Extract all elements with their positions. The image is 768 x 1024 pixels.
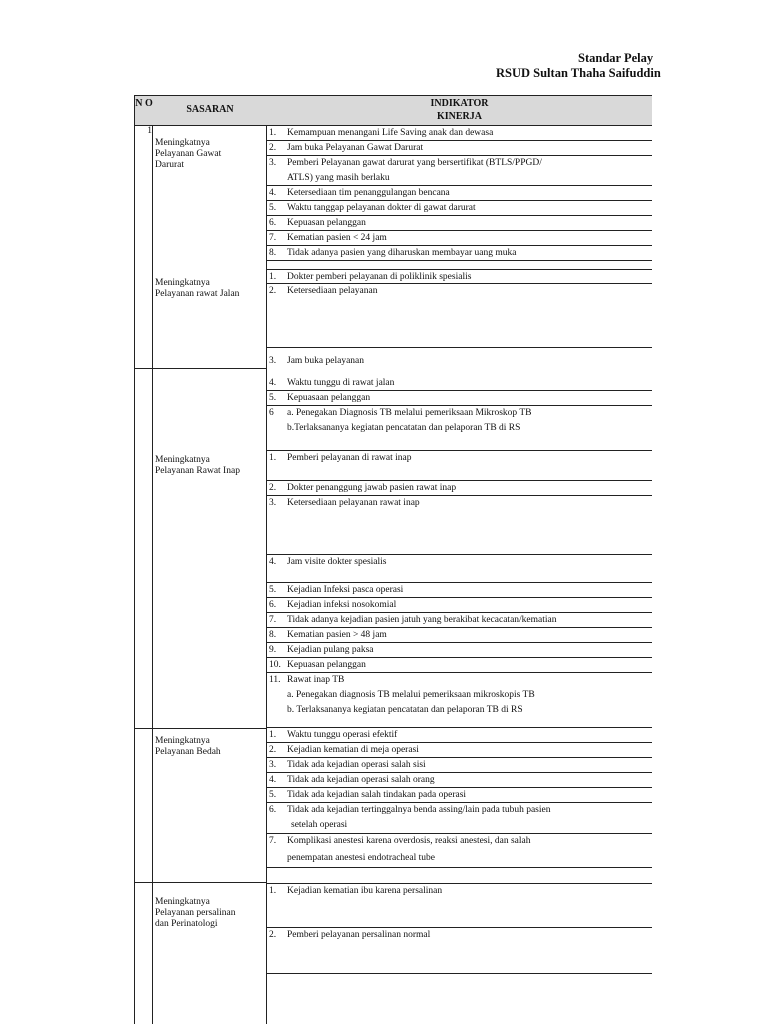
indicator-row — [267, 216, 652, 231]
header-indikator-line1: INDIKATOR — [430, 98, 489, 109]
row-index: 6. — [269, 218, 277, 228]
sasaran-label — [155, 736, 221, 758]
row-index: 2. — [269, 143, 277, 153]
row-text: Jam buka pelayanan — [287, 356, 365, 366]
row-index: 6. — [269, 600, 277, 610]
row-text: Ketersediaan tim penanggulangan bencana — [287, 188, 450, 198]
row-index: 1. — [269, 730, 277, 740]
row-index: 7. — [269, 233, 277, 243]
row-index: 4. — [269, 378, 277, 388]
indicator-row — [267, 156, 652, 186]
row-index: 3. — [269, 760, 277, 770]
row-index: 4. — [269, 775, 277, 785]
sasaran-line: Meningkatnya — [155, 278, 210, 288]
column-no — [135, 96, 153, 1024]
indicator-row — [267, 673, 652, 728]
sasaran-line: Meningkatnya — [155, 897, 210, 907]
row-index: 7. — [269, 615, 277, 625]
row-text: Kematian pasien < 24 jam — [287, 233, 387, 243]
indicator-row — [267, 348, 652, 391]
indicator-rows — [267, 126, 652, 1024]
row-text: Pemberi pelayanan persalinan normal — [287, 930, 431, 940]
indicator-row — [267, 201, 652, 216]
row-index: 2. — [269, 483, 277, 493]
row-index: 9. — [269, 645, 277, 655]
indicator-row — [267, 391, 652, 406]
row-text: Dokter pemberi pelayanan di poliklinik spesialis — [287, 272, 472, 282]
row-text: Tidak ada kejadian salah tindakan pada operasi — [287, 790, 467, 800]
row-text: Tidak ada kejadian operasi salah orang — [287, 775, 435, 785]
sasaran-line: Darurat — [155, 160, 185, 170]
row-text: Waktu tanggap pelayanan dokter di gawat darurat — [287, 203, 476, 213]
row-text: Rawat inap TB — [287, 675, 345, 685]
sasaran-line: dan Perinatologi — [155, 919, 218, 929]
sasaran-label — [155, 897, 235, 930]
row-text: Kemampuan menangani Life Saving anak dan dewasa — [287, 128, 494, 138]
indicator-row — [267, 803, 652, 834]
row-index: 2. — [269, 930, 277, 940]
header-no: N O — [135, 98, 153, 109]
row-index: 3. — [269, 356, 277, 366]
group-number: 1 — [147, 126, 152, 136]
row-text: Ketersediaan pelayanan rawat inap — [287, 498, 420, 508]
sasaran-line: Meningkatnya — [155, 138, 210, 148]
indicator-row — [267, 758, 652, 773]
indicator-row — [267, 481, 652, 496]
row-text: Jam visite dokter spesialis — [287, 557, 387, 567]
row-text: Tidak ada kejadian tertinggalnya benda assing/lain pada tubuh pasien — [287, 805, 551, 815]
row-text: a. Penegakan Diagnosis TB melalui pemeriksaan Mikroskop TB — [287, 408, 532, 418]
row-text: Kejadian Infeksi pasca operasi — [287, 585, 404, 595]
row-index: 3. — [269, 158, 277, 168]
indicator-row — [267, 496, 652, 555]
row-text: Kejadian kematian di meja operasi — [287, 745, 419, 755]
row-text-2: b.Terlaksananya kegiatan pencatatan dan pelaporan TB di RS — [287, 423, 521, 433]
row-text: Tidak adanya pasien yang diharuskan membayar uang muka — [287, 248, 517, 258]
row-index: 6. — [269, 805, 277, 815]
row-text: Waktu tunggu di rawat jalan — [287, 378, 395, 388]
row-spacer — [267, 868, 652, 883]
sasaran-line: Meningkatnya — [155, 736, 210, 746]
group-divider — [135, 882, 267, 883]
row-text: Kepuasan pelanggan — [287, 218, 366, 228]
row-text-2: setelah operasi — [291, 820, 348, 830]
sasaran-line: Pelayanan Bedah — [155, 747, 221, 757]
row-index: 7. — [269, 836, 277, 846]
indicator-row — [267, 728, 652, 743]
sasaran-label — [155, 278, 239, 300]
row-text: Ketersediaan pelayanan — [287, 286, 378, 296]
sasaran-line: Pelayanan persalinan — [155, 908, 236, 918]
indicator-row — [267, 773, 652, 788]
row-text: Waktu tunggu operasi efektif — [287, 730, 398, 740]
row-index: 11. — [269, 675, 281, 685]
row-index: 2. — [269, 745, 277, 755]
row-text: Pemberi pelayanan di rawat inap — [287, 453, 412, 463]
indicator-row — [267, 583, 652, 598]
indicator-row — [267, 628, 652, 643]
row-text: Kepuasan pelanggan — [287, 660, 366, 670]
sasaran-line: Meningkatnya — [155, 455, 210, 465]
table-header — [135, 96, 652, 126]
indicator-row — [267, 658, 652, 673]
indicator-row — [267, 186, 652, 201]
indicator-row — [267, 284, 652, 348]
indicator-row — [267, 743, 652, 758]
indicator-row — [267, 231, 652, 246]
indicator-row — [267, 613, 652, 628]
indicator-row — [267, 269, 652, 284]
indicator-table — [134, 95, 652, 1024]
row-text-2: ATLS) yang masih berlaku — [287, 173, 390, 183]
row-index: 5. — [269, 790, 277, 800]
sasaran-label — [155, 138, 221, 171]
row-text: Jam buka Pelayanan Gawat Darurat — [287, 143, 424, 153]
row-index: 1. — [269, 453, 277, 463]
sasaran-line: Pelayanan rawat Jalan — [155, 289, 240, 299]
row-text: Pemberi Pelayanan gawat darurat yang bersertifikat (BTLS/PPGD/ — [287, 158, 542, 168]
row-spacer — [267, 261, 652, 269]
row-text: Kejadian kematian ibu karena persalinan — [287, 886, 443, 896]
sasaran-line: Pelayanan Gawat — [155, 149, 222, 159]
row-text: Komplikasi anestesi karena overdosis, reaksi anestesi, dan salah — [287, 836, 531, 846]
indicator-row — [267, 788, 652, 803]
indicator-row — [267, 643, 652, 658]
header-sasaran: SASARAN — [186, 104, 234, 115]
row-index: 4. — [269, 188, 277, 198]
column-sasaran — [153, 96, 267, 1024]
row-text: Kejadian pulang paksa — [287, 645, 374, 655]
header-title: Standar Pelay — [578, 51, 654, 65]
indicator-row — [267, 883, 652, 928]
indicator-row — [267, 834, 652, 868]
row-text-2: penempatan anestesi endotracheal tube — [287, 853, 435, 863]
indicator-row — [267, 126, 652, 141]
sasaran-label — [155, 455, 240, 477]
indicator-row — [267, 598, 652, 613]
group-divider — [135, 368, 267, 369]
row-index: 1. — [269, 128, 277, 138]
row-index: 5. — [269, 585, 277, 595]
indicator-row — [267, 928, 652, 974]
header-indikator — [267, 97, 652, 126]
document-header — [0, 0, 768, 90]
row-text: Tidak ada kejadian operasi salah sisi — [287, 760, 426, 770]
indicator-row — [267, 406, 652, 451]
indicator-row — [267, 555, 652, 583]
row-index: 10. — [269, 660, 281, 670]
row-index: 6 — [269, 408, 274, 418]
indicator-row — [267, 451, 652, 481]
row-index: 4. — [269, 557, 277, 567]
row-index: 8. — [269, 630, 277, 640]
row-index: 1. — [269, 886, 277, 896]
indicator-row — [267, 141, 652, 156]
row-index: 8. — [269, 248, 277, 258]
row-text: Kematian pasien > 48 jam — [287, 630, 387, 640]
row-text: Dokter penanggung jawab pasien rawat inap — [287, 483, 457, 493]
row-text: Tidak adanya kejadian pasien jatuh yang berakibat kecacatan/kematian — [287, 615, 557, 625]
sasaran-line: Pelayanan Rawat Inap — [155, 466, 240, 476]
header-hospital: RSUD Sultan Thaha Saifuddin — [496, 66, 661, 80]
row-index: 5. — [269, 393, 277, 403]
row-text: Kejadian infeksi nosokomial — [287, 600, 397, 610]
group-divider — [135, 728, 267, 729]
indicator-row — [267, 246, 652, 261]
row-text-3: b. Terlaksananya kegiatan pencatatan dan pelaporan TB di RS — [287, 705, 523, 715]
header-indikator-line2: KINERJA — [436, 111, 482, 122]
row-index: 2. — [269, 286, 277, 296]
row-index: 5. — [269, 203, 277, 213]
row-index: 3. — [269, 498, 277, 508]
row-text: Kepuasaan pelanggan — [287, 393, 371, 403]
row-text-2: a. Penegakan diagnosis TB melalui pemeriksaan mikroskopis TB — [287, 690, 535, 700]
row-index: 1. — [269, 272, 277, 282]
